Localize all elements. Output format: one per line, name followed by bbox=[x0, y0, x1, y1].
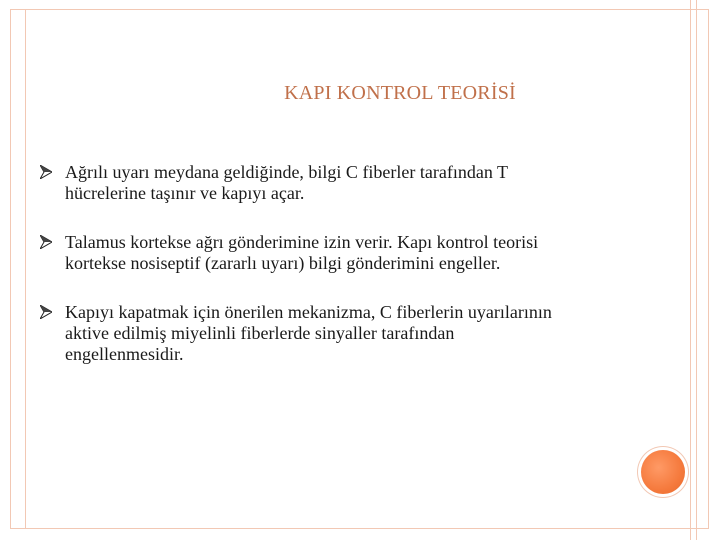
bullet-line: aktive edilmiş miyelinli fiberlerde sinyaller tarafından bbox=[65, 323, 455, 343]
bullet-line: kortekse nosiseptif (zararlı uyarı) bilgi gönderimini engeller. bbox=[65, 253, 501, 273]
bullet-list bbox=[40, 162, 640, 393]
bullet-item-2 bbox=[40, 232, 640, 274]
arrowhead-bullet-icon bbox=[40, 165, 52, 179]
bullet-line: engellenmesidir. bbox=[65, 344, 184, 364]
bullet-line: hücrelerine taşınır ve kapıyı açar. bbox=[65, 183, 305, 203]
orange-circle-decoration bbox=[641, 450, 685, 494]
slide-title: KAPI KONTROL TEORİSİ bbox=[284, 82, 516, 104]
bullet-item-3 bbox=[40, 302, 640, 365]
bullet-item-1 bbox=[40, 162, 640, 204]
bullet-line: Kapıyı kapatmak için önerilen mekanizma, C fiberlerin uyarılarının bbox=[65, 302, 552, 322]
bullet-line: Talamus kortekse ağrı gönderimine izin verir. Kapı kontrol teorisi bbox=[65, 232, 539, 252]
arrowhead-bullet-icon bbox=[40, 305, 52, 319]
bullet-line: Ağrılı uyarı meydana geldiğinde, bilgi C fiberler tarafından T bbox=[65, 162, 509, 182]
frame-right-line-a bbox=[690, 0, 691, 540]
frame-right-line-b bbox=[696, 0, 697, 540]
arrowhead-bullet-icon bbox=[40, 235, 52, 249]
